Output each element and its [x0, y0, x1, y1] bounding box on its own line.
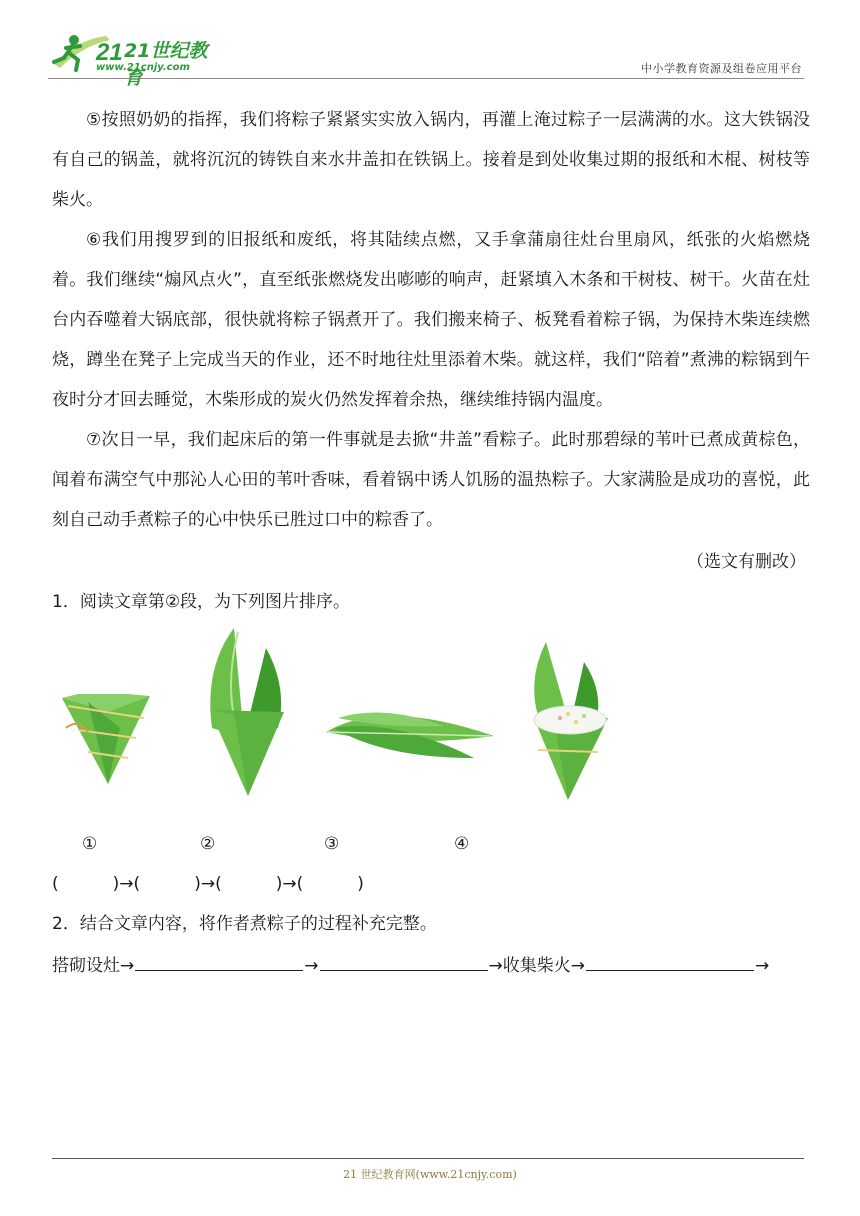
- answer-blank-3[interactable]: [586, 944, 754, 971]
- zongzi-figures: [52, 628, 810, 828]
- paragraph-7: ⑦次日一早，我们起床后的第一件事就是去掀“井盖”看粽子。此时那碧绿的苇叶已煮成黄棕色，闻着布满空气中那沁人心田的苇叶香味，看着锅中诱人饥肠的温热粽子。大家满脸是成功的喜悦，此刻自己动手煮粽子的心中快乐已胜过口中的粽香了。: [52, 430, 810, 530]
- answer-blank-1[interactable]: [135, 944, 303, 971]
- question-2: 2．结合文章内容，将作者煮粽子的过程补充完整。: [52, 914, 437, 934]
- platform-text: 中小学教育资源及组卷应用平台: [641, 62, 802, 75]
- header-divider: [48, 78, 804, 79]
- paragraph-5: ⑤按照奶奶的指挥，我们将粽子紧紧实实放入锅内，再灌上淹过粽子一层满满的水。这大铁锅没有自己的锅盖，就将沉沉的铸铁自来水井盖扣在铁锅上。接着是到处收集过期的报纸和木棍、树枝等柴火。: [52, 110, 810, 210]
- page-header: [0, 0, 860, 90]
- svg-text:21: 21: [96, 39, 123, 66]
- logo-text: 21世纪教育: [124, 40, 208, 89]
- tied-zongzi-image: [58, 688, 154, 788]
- answer-blank-2[interactable]: [320, 944, 488, 971]
- process-fill-line: [52, 944, 810, 986]
- arrow-1: →: [304, 956, 319, 976]
- reed-leaves-image: [324, 688, 496, 778]
- folded-leaf-cone-image: [204, 628, 288, 798]
- figure-label-1: ①: [82, 834, 98, 854]
- figure-label-3: ③: [324, 834, 340, 854]
- step-build-stove: 搭砌设灶→: [52, 956, 135, 976]
- logo-url: www.21cnjy.com: [96, 62, 190, 73]
- footer-text[interactable]: 21 世纪教育网(www.21cnjy.com): [343, 1168, 517, 1181]
- figure-label-4: ④: [454, 834, 470, 854]
- site-logo[interactable]: [46, 30, 216, 89]
- figure-labels: [52, 828, 810, 864]
- source-note: （选文有删改）: [687, 552, 806, 572]
- main-content: [52, 100, 810, 986]
- figure-label-2: ②: [200, 834, 216, 854]
- paragraph-6: ⑥我们用搜罗到的旧报纸和废纸，将其陆续点燃，又手拿蒲扇往灶台里扇风，纸张的火焰燃烧着。我们继续“煽风点火”，直至纸张燃烧发出嘭嘭的响声，赶紧填入木条和干树枝、树干。火苗在灶台内吞噬着大锅底部，很快就将粽子锅煮开了。我们搬来椅子、板凳看着粽子锅，为保持木柴连续燃烧，蹲坐在凳子上完成当天的作业，还不时地往灶里添着木柴。就这样，我们“陪着”煮沸的粽锅到午夜时分才回去睡觉，木柴形成的炭火仍然发挥着余热，继续维持锅内温度。: [52, 230, 810, 410]
- footer-divider: [52, 1158, 804, 1159]
- answer-order-line[interactable]: ( )→( )→( )→( ): [52, 874, 364, 894]
- step-collect-firewood: →收集柴火→: [488, 956, 585, 976]
- rice-filled-cone-image: [526, 642, 612, 802]
- arrow-end: →: [755, 956, 770, 976]
- question-1: 1．阅读文章第②段，为下列图片排序。: [52, 592, 351, 612]
